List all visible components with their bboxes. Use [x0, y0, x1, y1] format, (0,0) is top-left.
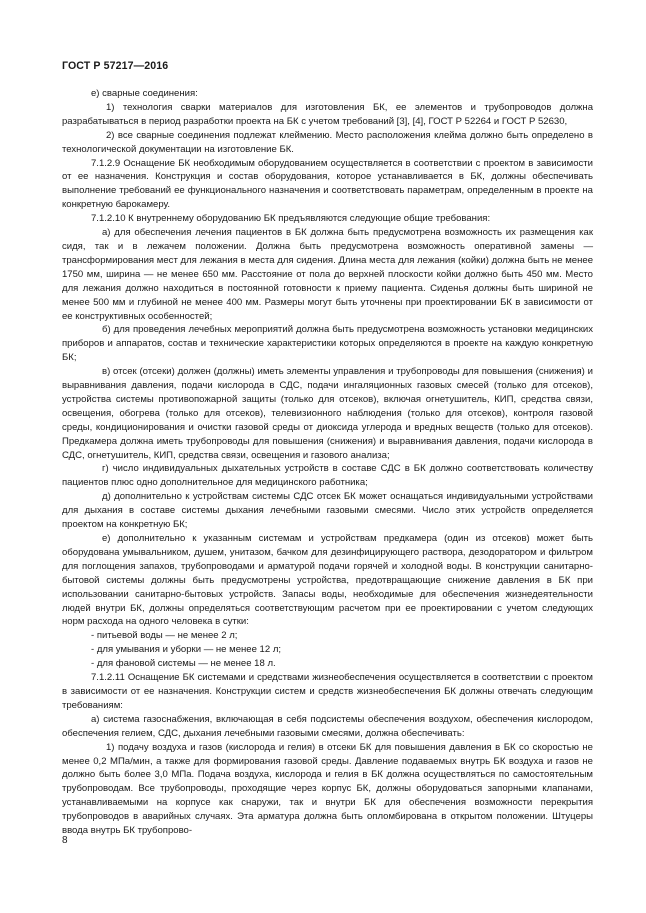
- paragraph: - для умывания и уборки — не менее 12 л;: [91, 644, 282, 656]
- paragraph: 1) технология сварки материалов для изготовления БК, ее элементов и трубопроводов должна разрабатываться в период разработки проекта на БК с учетом требований [3], [4], ГОСТ Р 52264 и ГОСТ Р 52630,: [62, 101, 593, 127]
- page-number: 8: [62, 835, 68, 846]
- paragraph: 2) все сварные соединения подлежат клеймению. Место расположения клейма должно быть определено в технологической документации на изготовление БК.: [62, 129, 593, 155]
- paragraph: д) дополнительно к устройствам системы СДС отсек БК может оснащаться индивидуальными устройствами для дыхания в составе системы дыхания лечебными газовыми смесями. Число этих устройств определяется проектом на конкретную БК;: [62, 491, 593, 531]
- paragraph: е) сварные соединения:: [91, 88, 198, 99]
- paragraph: 7.1.2.11 Оснащение БК системами и средствами жизнеобеспечения осуществляется в соответствии с проектом в зависимости от ее назначения. Конструкции систем и средств жизнеобеспечения БК должны отвечать следующим требованиям:: [62, 672, 593, 711]
- paragraph: 7.1.2.10 К внутреннему оборудованию БК предъявляются следующие общие требования:: [91, 213, 491, 225]
- paragraph: - для фановой системы — не менее 18 л.: [91, 658, 276, 670]
- paragraph: в) отсек (отсеки) должен (должны) иметь элементы управления и трубопроводы для повышения (снижения) и выравнивания давления, подачи кислорода в СДС, подачи ингаляционных газовых смесей (только для отсеков), устройства системы противопожарной защиты (только для отсеков), включая огнетушитель, КИП, средства связи, освещения, обогрева (только для отсеков), телевизионного наблюдения (только для отсеков), контроля газовой среды, кондиционирования и очистки газовой среды от диоксида углерода и вредных веществ (только для отсеков). Предкамера должна иметь трубопроводы для повышения (снижения) и выравнивания давления, подачи кислорода в СДС, огнетушитель, КИП, средства связи, освещения и газового анализа;: [62, 366, 593, 461]
- paragraph: г) число индивидуальных дыхательных устройств в составе СДС в БК должно соответствовать количеству пациентов плюс одно дополнительное для медицинского работника;: [62, 463, 593, 489]
- document-header: ГОСТ Р 57217—2016: [62, 60, 169, 72]
- paragraph: а) для обеспечения лечения пациентов в БК должна быть предусмотрена возможность их размещения как сидя, так и в лежачем положении. Должна быть предусмотрена возможность оперативной замены — трансформирования мест для лежания в места для сидения. Длина места для лежания (койки) должна быть не менее 1750 мм, ширина — не менее 650 мм. Расстояние от пола до верхней плоскости койки должно быть 450 мм. Место для лежания должно находиться в постоянной готовности к приему пациента. Сиденья должны быть шириной не менее 500 мм и глубиной не менее 400 мм. Размеры могут быть уточнены при проектировании БК в зависимости от ее конструктивных особенностей;: [62, 227, 593, 322]
- paragraph: - питьевой воды — не менее 2 л;: [91, 630, 238, 642]
- paragraph: б) для проведения лечебных мероприятий должна быть предусмотрена возможность установки медицинских приборов и аппаратов, состав и технические характеристики которых определяются в проекте на каждую конкретную БК;: [62, 324, 593, 364]
- paragraph: е) дополнительно к указанным системам и устройствам предкамера (один из отсеков) может быть оборудована умывальником, душем, унитазом, бачком для дезинфицирующего раствора, дезодоратором и фильтром для поглощения запахов, трубопроводами и арматурой подачи горячей и холодной воды. В конструкции санитарно-бытовой системы должны быть предусмотрены устройства, предотвращающие снижение давления в БК при использовании санитарно-бытовых устройств. Запасы воды, необходимые для обеспечения жизнедеятельности людей внутри БК, должны определяться соответствующим расчетом при ее проектировании с учетом следующих норм расхода на одного человека в сутки:: [62, 533, 593, 628]
- paragraph: 1) подачу воздуха и газов (кислорода и гелия) в отсеки БК для повышения давления в БК со скоростью не менее 0,2 МПа/мин, а также для формирования газовой среды. Давление подаваемых внутрь БК воздуха и газов не должно быть более 3,0 МПа. Подача воздуха, кислорода и гелия в БК должна осуществляться по самостоятельным трубопроводам. Все трубопроводы, проходящие через корпус БК, должны оборудоваться запорными клапанами, устанавливаемыми на корпусе как снаружи, так и внутри БК для обеспечения возможности перекрытия трубопроводов в аварийных случаях. Эта арматура должна быть опломбирована в открытом положении. Штуцеры ввода внутрь БК трубопрово-: [62, 741, 593, 837]
- paragraph: 7.1.2.9 Оснащение БК необходимым оборудованием осуществляется в соответствии с проектом в зависимости от ее назначения. Конструкция и состав оборудования, которое устанавливается в БК, должны обеспечивать выполнение требований ее функционального назначения и соответствовать параметрам, определенным в проекте на конкретную барокамеру.: [62, 157, 593, 211]
- document-body: [62, 87, 593, 838]
- paragraph: а) система газоснабжения, включающая в себя подсистемы обеспечения воздухом, обеспечения кислородом, обеспечения гелием, СДС, дыхания лечебными газовыми смесями, должна обеспечивать:: [62, 713, 593, 739]
